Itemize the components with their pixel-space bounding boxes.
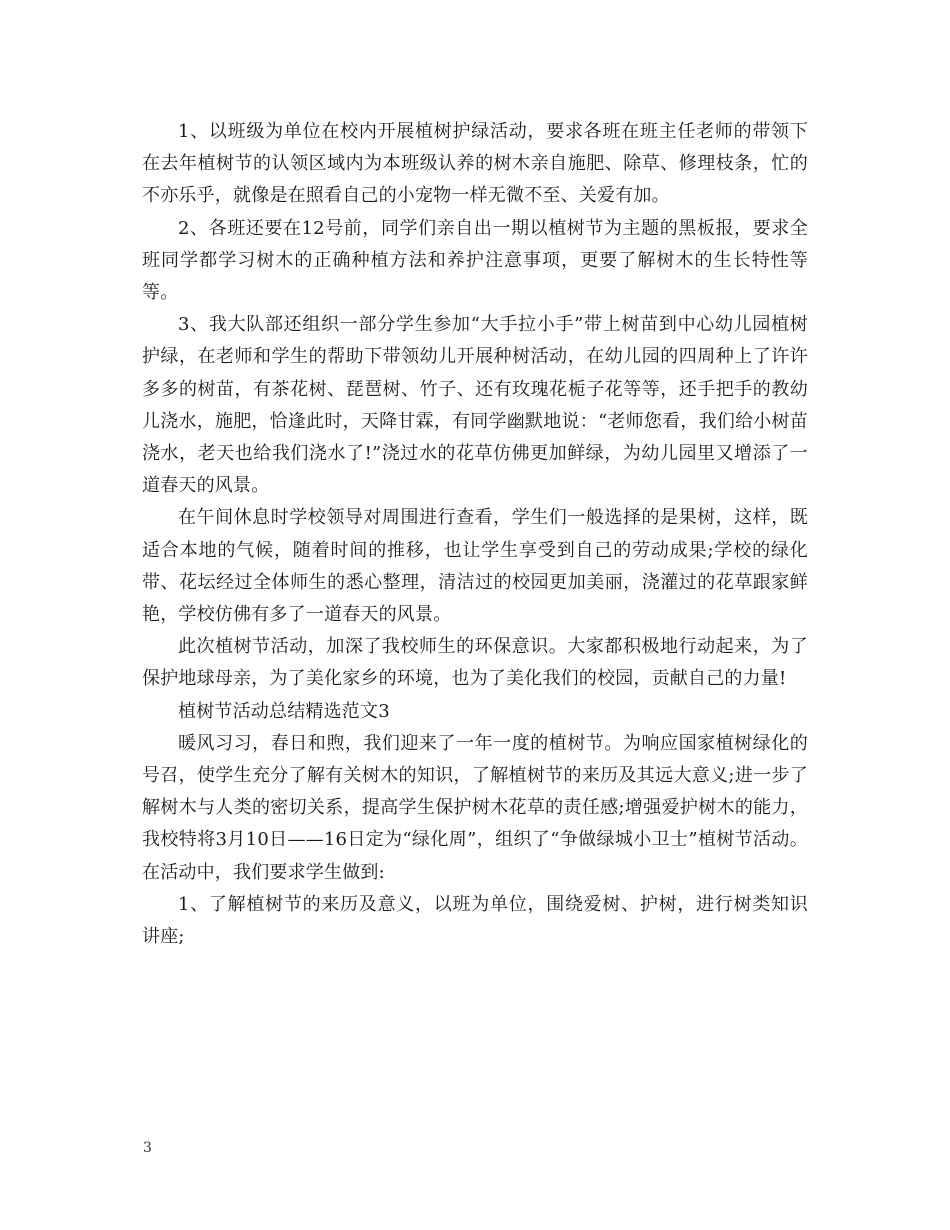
paragraph-conclusion: 此次植树节活动，加深了我校师生的环保意识。大家都积极地行动起来，为了保护地球母亲，为了美化家乡的环境，也为了美化我们的校园，贡献自己的力量!	[142, 636, 808, 690]
paragraph-intro-3: 暖风习习，春日和煦，我们迎来了一年一度的植树节。为响应国家植树绿化的号召，使学生充分了解有关树木的知识，了解植树节的来历及其远大意义;进一步了解树木与人类的密切关系，提高学生保护树木花草的责任感;增强爱护树木的能力，我校特将3月10日——16日定为“绿化周”，组织了“争做绿城小卫士”植树节活动。在活动中，我们要求学生做到:	[142, 732, 808, 883]
paragraph-activity-3: 3、我大队部还组织一部分学生参加“大手拉小手”带上树苗到中心幼儿园植树护绿，在老师和学生的帮助下带领幼儿开展种树活动，在幼儿园的四周种上了许许多多的树苗，有茶花树、琵琶树、竹子、还有玫瑰花栀子花等等，还手把手的教幼儿浇水，施肥，恰逢此时，天降甘霖，有同学幽默地说：“老师您看，我们给小树苗浇水，老天也给我们浇水了!”浇过水的花草仿佛更加鲜绿，为幼儿园里又增添了一道春天的风景。	[142, 314, 808, 497]
page-number: 3	[143, 1140, 152, 1156]
paragraph-requirement-1: 1、了解植树节的来历及意义，以班为单位，围绕爱树、护树，进行树类知识讲座;	[142, 893, 808, 948]
paragraph-noon-inspection: 在午间休息时学校领导对周围进行查看，学生们一般选择的是果树，这样，既适合本地的气候，随着时间的推移，也让学生享受到自己的劳动成果;学校的绿化带、花坛经过全体师生的悉心整理，清洁过的校园更加美丽，浇灌过的花草跟家鲜艳，学校仿佛有多了一道春天的风景。	[142, 507, 808, 626]
document-body	[142, 116, 808, 953]
paragraph-activity-1: 1、以班级为单位在校内开展植树护绿活动，要求各班在班主任老师的带领下在去年植树节的认领区域内为本班级认养的树木亲自施肥、除草、修理枝条，忙的不亦乐乎，就像是在照看自己的小宠物一样无微不至、关爱有加。	[142, 121, 808, 207]
section-heading: 植树节活动总结精选范文3	[178, 700, 390, 722]
paragraph-activity-2: 2、各班还要在12号前，同学们亲自出一期以植树节为主题的黑板报，要求全班同学都学习树木的正确种植方法和养护注意事项，更要了解树木的生长特性等等。	[142, 217, 808, 304]
